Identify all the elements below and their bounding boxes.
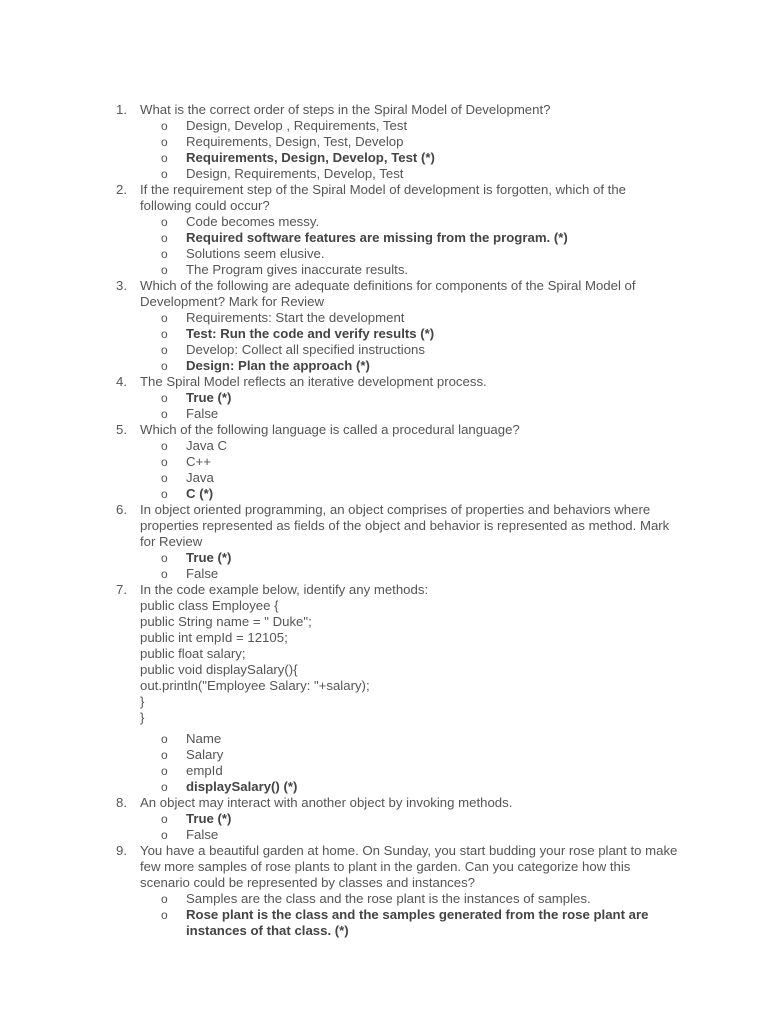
question-text: In the code example below, identify any methods: [140, 582, 429, 597]
question-item [0, 102, 768, 182]
bullet-icon: o [161, 135, 168, 149]
option-list [140, 891, 678, 939]
option-item-correct [140, 230, 678, 246]
option-item [140, 118, 678, 134]
option-item [140, 891, 678, 907]
option-item-correct [140, 907, 678, 939]
question-item [0, 422, 768, 502]
option-text: Samples are the class and the rose plant is the instances of samples. [186, 891, 591, 906]
option-item-correct [140, 150, 678, 166]
question-text: In object oriented programming, an object comprises of properties and behaviors where properties represented as fields of the object and behavior is represented as method. Mark for Review [140, 502, 670, 549]
bullet-icon: o [161, 487, 168, 501]
code-line: public int empId = 12105; [140, 630, 288, 645]
question-number: 3. [116, 278, 127, 293]
bullet-icon: o [161, 908, 168, 922]
option-item [140, 342, 678, 358]
option-item [140, 166, 678, 182]
bullet-icon: o [161, 732, 168, 746]
bullet-icon: o [161, 327, 168, 341]
question-text: The Spiral Model reflects an iterative development process. [140, 374, 487, 389]
question-number: 2. [116, 182, 127, 197]
option-item-correct [140, 390, 678, 406]
code-line: out.println("Employee Salary: "+salary); [140, 678, 370, 693]
question-item [0, 843, 768, 939]
bullet-icon: o [161, 231, 168, 245]
option-text: True (*) [186, 390, 232, 405]
question-text: An object may interact with another object by invoking methods. [140, 795, 513, 810]
question-number: 5. [116, 422, 127, 437]
bullet-icon: o [161, 551, 168, 565]
bullet-icon: o [161, 119, 168, 133]
option-list [140, 118, 678, 182]
option-item-correct [140, 326, 678, 342]
option-text: False [186, 406, 219, 421]
option-text: Requirements, Design, Develop, Test (*) [186, 150, 435, 165]
option-text: Requirements, Design, Test, Develop [186, 134, 404, 149]
option-text: True (*) [186, 811, 232, 826]
bullet-icon: o [161, 748, 168, 762]
question-list [0, 102, 768, 939]
option-text: Requirements: Start the development [186, 310, 405, 325]
option-text: False [186, 827, 219, 842]
option-list [140, 214, 678, 278]
code-line: public float salary; [140, 646, 246, 661]
option-text: Name [186, 731, 222, 746]
option-text: Required software features are missing from the program. (*) [186, 230, 568, 245]
question-number: 6. [116, 502, 127, 517]
option-list [140, 390, 678, 422]
option-text: displaySalary() (*) [186, 779, 298, 794]
bullet-icon: o [161, 247, 168, 261]
option-text: Test: Run the code and verify results (*) [186, 326, 435, 341]
question-number: 7. [116, 582, 127, 597]
code-line: public void displaySalary(){ [140, 662, 298, 677]
option-item [140, 438, 678, 454]
option-item [140, 214, 678, 230]
code-block [140, 598, 678, 726]
option-item [140, 470, 678, 486]
option-text: C++ [186, 454, 211, 469]
option-text: Java C [186, 438, 228, 453]
question-number: 4. [116, 374, 127, 389]
question-item [0, 278, 768, 374]
option-text: Java [186, 470, 214, 485]
option-item [140, 246, 678, 262]
question-item [0, 374, 768, 422]
bullet-icon: o [161, 567, 168, 581]
bullet-icon: o [161, 391, 168, 405]
bullet-icon: o [161, 455, 168, 469]
bullet-icon: o [161, 311, 168, 325]
option-item [140, 406, 678, 422]
option-item [140, 763, 678, 779]
option-item [140, 566, 678, 582]
option-list [140, 438, 678, 502]
bullet-icon: o [161, 471, 168, 485]
bullet-icon: o [161, 407, 168, 421]
option-text: False [186, 566, 219, 581]
bullet-icon: o [161, 439, 168, 453]
option-item-correct [140, 486, 678, 502]
bullet-icon: o [161, 812, 168, 826]
question-item [0, 182, 768, 278]
option-list [140, 550, 678, 582]
option-item-correct [140, 811, 678, 827]
code-line: } [140, 694, 145, 709]
bullet-icon: o [161, 151, 168, 165]
question-text: You have a beautiful garden at home. On Sunday, you start budding your rose plant to make few more samples of rose plants to plant in the garden. Can you categorize how this scenario could be represented by classes and instances? [140, 843, 678, 890]
option-text: Design, Requirements, Develop, Test [186, 166, 404, 181]
question-number: 8. [116, 795, 127, 810]
option-text: Code becomes messy. [186, 214, 320, 229]
option-item [140, 262, 678, 278]
option-item [140, 454, 678, 470]
question-text: Which of the following language is called a procedural language? [140, 422, 520, 437]
question-number: 9. [116, 843, 127, 858]
option-text: Design: Plan the approach (*) [186, 358, 370, 373]
option-item [140, 310, 678, 326]
option-text: Solutions seem elusive. [186, 246, 325, 261]
bullet-icon: o [161, 343, 168, 357]
bullet-icon: o [161, 167, 168, 181]
bullet-icon: o [161, 263, 168, 277]
bullet-icon: o [161, 215, 168, 229]
option-list [140, 811, 678, 843]
question-text: If the requirement step of the Spiral Model of development is forgotten, which of the following could occur? [140, 182, 627, 213]
option-text: empId [186, 763, 223, 778]
option-item [140, 747, 678, 763]
option-item [140, 134, 678, 150]
option-item-correct [140, 779, 678, 795]
bullet-icon: o [161, 780, 168, 794]
bullet-icon: o [161, 892, 168, 906]
question-item [0, 582, 768, 795]
bullet-icon: o [161, 764, 168, 778]
code-line: } [140, 710, 145, 725]
option-item [140, 827, 678, 843]
option-text: True (*) [186, 550, 232, 565]
question-number: 1. [116, 102, 127, 117]
option-item-correct [140, 358, 678, 374]
code-line: public String name = " Duke"; [140, 614, 312, 629]
bullet-icon: o [161, 828, 168, 842]
question-text: What is the correct order of steps in the Spiral Model of Development? [140, 102, 551, 117]
option-item-correct [140, 550, 678, 566]
code-line: public class Employee { [140, 598, 279, 613]
option-text: Rose plant is the class and the samples generated from the rose plant are instances of that class. (*) [186, 907, 649, 938]
option-list [140, 310, 678, 374]
option-item [140, 731, 678, 747]
option-text: Salary [186, 747, 224, 762]
option-text: The Program gives inaccurate results. [186, 262, 409, 277]
option-list [140, 731, 678, 795]
question-item [0, 502, 768, 582]
option-text: C (*) [186, 486, 214, 501]
option-text: Design, Develop , Requirements, Test [186, 118, 408, 133]
bullet-icon: o [161, 359, 168, 373]
question-item [0, 795, 768, 843]
option-text: Develop: Collect all specified instructions [186, 342, 425, 357]
question-text: Which of the following are adequate definitions for components of the Spiral Model of Development? Mark for Review [140, 278, 636, 309]
